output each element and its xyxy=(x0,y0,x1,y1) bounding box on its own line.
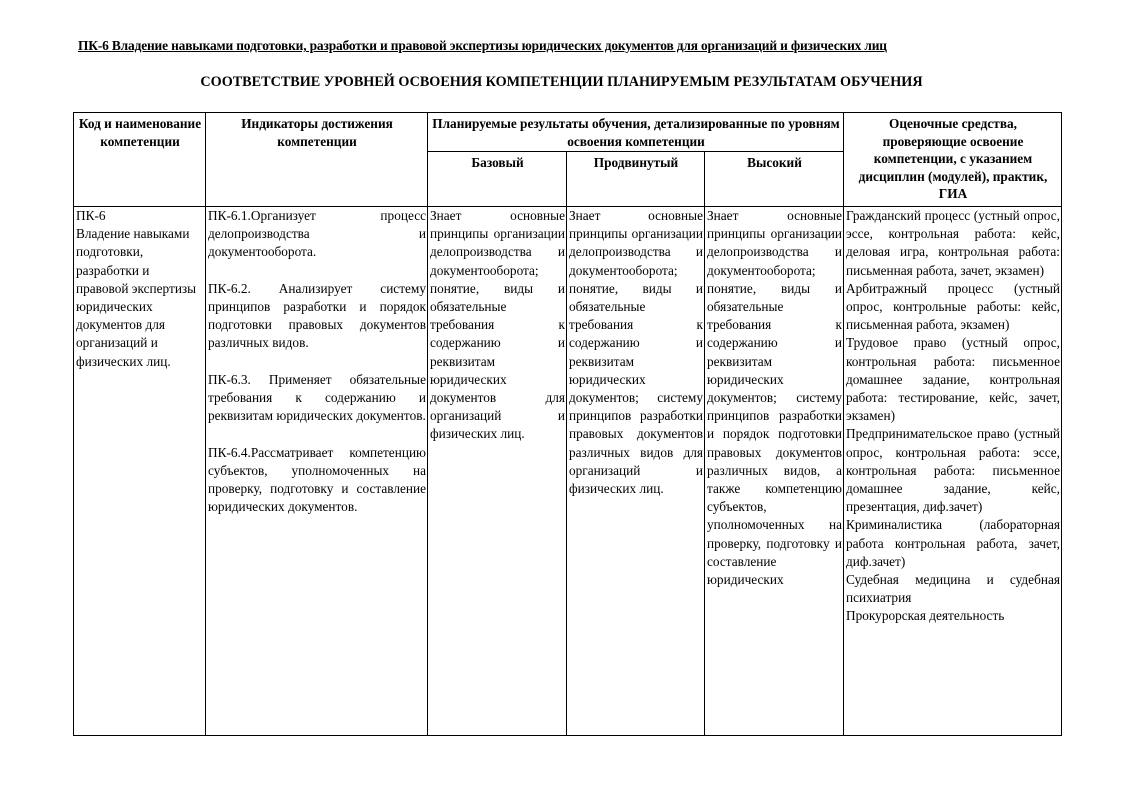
header-planned-results: Планируемые результаты обучения, детализированные по уровням освоения компетенции xyxy=(428,113,844,152)
cell-indicators xyxy=(206,207,428,736)
section-heading: СООТВЕТСТВИЕ УРОВНЕЙ ОСВОЕНИЯ КОМПЕТЕНЦИИ ПЛАНИРУЕМЫМ РЕЗУЛЬТАТАМ ОБУЧЕНИЯ xyxy=(200,74,923,90)
competency-name: Владение навыками подготовки, разработки и правовой экспертизы юридических документов для организаций и физических лиц. xyxy=(76,226,197,369)
indicator-item: ПК-6.2. Анализирует систему принципов разработки и порядок подготовки правовых документов различных видов. xyxy=(208,280,426,351)
header-indicators: Индикаторы достижения компетенции xyxy=(206,113,428,207)
competency-code: ПК-6 xyxy=(76,208,106,223)
table-row xyxy=(74,207,1062,736)
assessment-item: Гражданский процесс (устный опрос, эссе, контрольная работа: кейс, деловая игра, контрольная работа: письменная работа, зачет, экзамен) xyxy=(846,208,1060,278)
cell-competency-code xyxy=(74,207,206,736)
assessment-item: Судебная медицина и судебная психиатрия xyxy=(846,572,1060,606)
header-assessment: Оценочные средства, проверяющие освоение компетенции, с указанием дисциплин (модулей), практик, ГИА xyxy=(844,113,1062,207)
header-code: Код и наименование компетенции xyxy=(74,113,206,207)
header-level-high: Высокий xyxy=(705,152,844,207)
high-level-text: Знает основные принципы организации делопроизводства и документооборота; понятие, виды и обязательные требования к содержанию и реквизитам юридических документов; систему принципов разработки и порядок подготовки правовых документов различных видов, а также компетенцию субъектов, уполномоченных на проверку, подготовку и составление юридических xyxy=(707,208,842,588)
advanced-level-text: Знает основные принципы организации делопроизводства и документооборота; понятие, виды и обязательные требования к содержанию и реквизитам юридических документов; систему принципов разработки правовых документов различных видов для организаций и физических лиц. xyxy=(569,208,703,497)
indicator-item: ПК-6.3. Применяет обязательные требования к содержанию и реквизитам юридических документов. xyxy=(208,371,426,424)
cell-level-high xyxy=(705,207,844,736)
cell-level-basic xyxy=(428,207,567,736)
assessment-item: Предпринимательское право (устный опрос, контрольная работа: эссе, контрольная работа: письменное домашнее задание, кейс, презентация, диф.зачет) xyxy=(846,426,1060,515)
indicator-item: ПК-6.1.Организует процесс делопроизводства и документооборота. xyxy=(208,208,426,260)
assessment-item: Арбитражный процесс (устный опрос, контрольные работы: кейс, письменная работа, экзамен) xyxy=(846,280,1060,333)
assessment-item: Трудовое право (устный опрос, контрольная работа: письменное домашнее задание, контрольная работа: тестирование, кейс, зачет, экзамен) xyxy=(846,335,1060,424)
assessment-item: Прокурорская деятельность xyxy=(846,608,1005,624)
header-level-basic: Базовый xyxy=(428,152,567,207)
basic-level-text: Знает основные принципы организации делопроизводства и документооборота; понятие, виды и обязательные требования к содержанию и реквизитам юридических документов для организаций и физических лиц. xyxy=(430,208,565,442)
competency-table xyxy=(73,112,1062,736)
indicator-item: ПК-6.4.Рассматривает компетенцию субъектов, уполномоченных на проверку, подготовку и составление юридических документов. xyxy=(208,444,426,515)
cell-assessment xyxy=(844,207,1062,736)
cell-level-advanced xyxy=(567,207,705,736)
assessment-item: Криминалистика (лабораторная работа контрольная работа, зачет, диф.зачет) xyxy=(846,517,1060,569)
competency-title: ПК-6 Владение навыками подготовки, разработки и правовой экспертизы юридических документов для организаций и физических лиц xyxy=(78,38,887,53)
header-level-advanced: Продвинутый xyxy=(567,152,705,207)
